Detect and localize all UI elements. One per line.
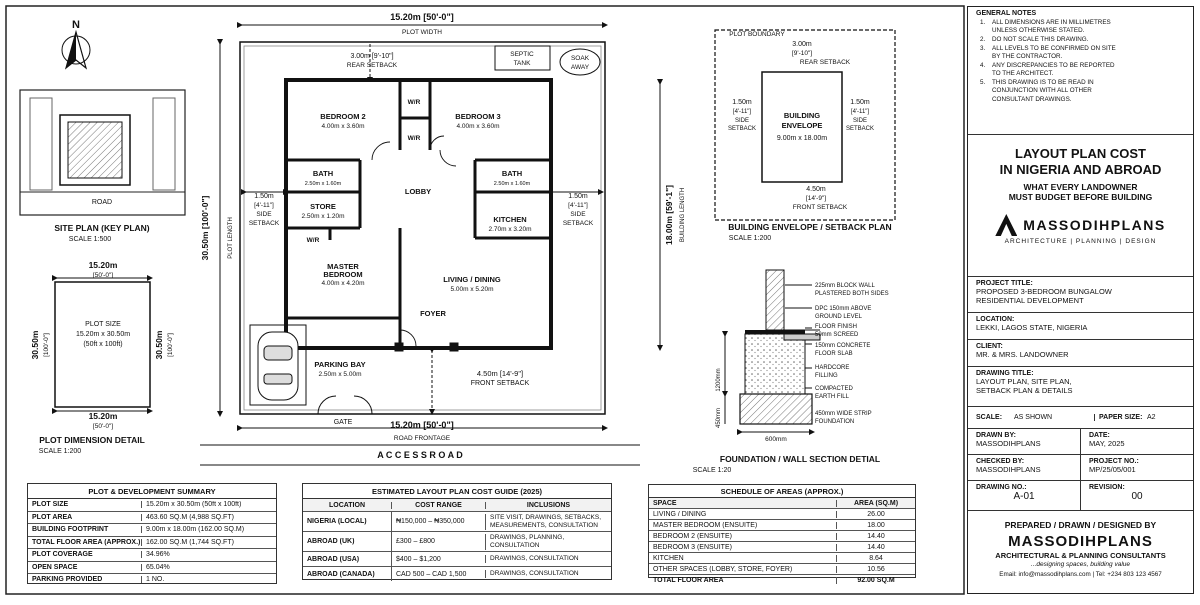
- label-text: GROUND LEVEL: [815, 314, 863, 320]
- summary-label: PLOT COVERAGE: [32, 551, 93, 559]
- note-line: TO THE ARCHITECT.: [992, 70, 1054, 77]
- label-text: SPACE: [653, 499, 677, 507]
- envelope-title: BUILDING ENVELOPE / SETBACK PLAN: [728, 222, 892, 232]
- area-value: 14.40: [836, 533, 915, 540]
- table-row: [28, 512, 276, 525]
- label-text: (50ft x 100ft): [83, 341, 123, 348]
- label-text: 15.20m [50'-0"]: [390, 12, 454, 22]
- summary-value: 34.96%: [141, 551, 276, 558]
- north-label: N: [72, 19, 80, 31]
- label-text: REVISION:: [1089, 484, 1125, 491]
- label-text: RESIDENTIAL DEVELOPMENT: [976, 296, 1084, 305]
- label-text: PAPER SIZE:: [1094, 414, 1147, 421]
- plot-dim-title: PLOT DIMENSION DETAIL: [39, 435, 145, 445]
- note-item: [980, 79, 1185, 95]
- label-text: 4.00m x 3.60m: [321, 123, 365, 130]
- label-text: LOBBY: [404, 187, 432, 196]
- label-text: MAY, 2025: [1089, 439, 1125, 448]
- note-item: [980, 45, 1185, 61]
- area-space: KITCHEN: [653, 554, 684, 562]
- label-text: MP/25/05/001: [1089, 465, 1136, 474]
- label-text: BEDROOM 2: [320, 112, 366, 121]
- label-text: A2: [1147, 414, 1156, 421]
- label-text: COST RANGE: [391, 502, 485, 509]
- plot-dim-scale: SCALE 1:200: [38, 448, 82, 455]
- label-text: [100'-0"]: [167, 333, 174, 357]
- site-plan: [200, 12, 686, 465]
- label-text: MUST BUDGET BEFORE BUILDING: [1008, 192, 1153, 202]
- plot-dimension-detail: [30, 260, 174, 430]
- label-text: 9.00m x 18.00m: [776, 135, 828, 142]
- label-text: BEDROOM 3: [455, 112, 501, 121]
- label-text: ARCHITECTURE | PLANNING | DESIGN: [1004, 238, 1157, 245]
- label-text: [50'-0"]: [92, 423, 114, 430]
- table-row: [303, 512, 611, 532]
- area-value: 92.00 SQ.M: [836, 577, 915, 584]
- inclusion-line: SITE VISIT, DRAWINGS, SETBACKS,: [490, 513, 602, 521]
- inclusion-line: DRAWINGS, CONSULTATION: [490, 570, 579, 577]
- label-text: 30.50m [100'-0"]: [200, 195, 210, 261]
- label-text: AREA (SQ.M): [836, 500, 915, 507]
- label-text: HARDCORE: [815, 365, 850, 371]
- table-row: [28, 499, 276, 512]
- summary-label: BUILDING FOOTPRINT: [32, 526, 109, 534]
- label-text: SCALE:: [976, 414, 1003, 421]
- label-text: MR. & MRS. LANDOWNER: [976, 350, 1069, 359]
- label-text: SETBACK: [248, 220, 280, 227]
- inclusion-line: DRAWINGS, PLANNING,: [490, 533, 565, 541]
- label-text: 18.00m [59'-1"]: [664, 185, 674, 245]
- label-text: KITCHEN: [493, 215, 527, 224]
- label-text: PLOT LENGTH: [228, 217, 234, 259]
- note-line: BY THE CONTRACTOR.: [992, 53, 1063, 60]
- summary-value: 1 NO.: [141, 576, 276, 583]
- area-value: 26.00: [836, 511, 915, 518]
- label-text: 225mm BLOCK WALL: [815, 283, 875, 289]
- table-row: [649, 531, 915, 542]
- note-line: ANY DISCREPANCIES TO BE REPORTED: [992, 62, 1115, 69]
- label-text: 150mm CONCRETE: [815, 343, 871, 349]
- label-text: ENVELOPE: [781, 121, 823, 130]
- label-text: ARCHITECTURAL & PLANNING CONSULTANTS: [995, 551, 1166, 560]
- cost-location: NIGERIA (LOCAL): [307, 518, 367, 525]
- label-text: 2.50m x 1.60m: [493, 181, 531, 187]
- table-row: [28, 524, 276, 537]
- label-text: EARTH FILL: [815, 394, 849, 400]
- table-row: [649, 553, 915, 564]
- note-number: 1.: [980, 19, 986, 26]
- note-number: 4.: [980, 62, 986, 69]
- summary-label: PARKING PROVIDED: [32, 576, 103, 584]
- note-line: DO NOT SCALE THIS DRAWING.: [992, 36, 1089, 43]
- cost-inclusions: [485, 534, 611, 550]
- area-space: TOTAL FLOOR AREA: [653, 576, 724, 584]
- table-row: [28, 562, 276, 575]
- label-text: AS SHOWN: [1014, 414, 1053, 421]
- label-text: 1.50m: [732, 99, 752, 106]
- label-text: 15.20m [50'-0"]: [390, 420, 454, 430]
- label-text: 15.20m x 30.50m: [75, 331, 131, 338]
- area-space: LIVING / DINING: [653, 510, 707, 518]
- note-line: ALL DIMENSIONS ARE IN MILLIMETRES: [992, 19, 1111, 26]
- cost-range: ₦150,000 – ₦350,000: [391, 512, 485, 531]
- label-text: TANK: [513, 60, 531, 67]
- key-plan-title: SITE PLAN (KEY PLAN): [54, 223, 150, 233]
- note-number: 3.: [980, 45, 986, 52]
- table-row: [303, 532, 611, 552]
- label-text: MASSODIHPLANS: [976, 439, 1041, 448]
- summary-value: 9.00m x 18.00m (162.00 SQ.M): [141, 526, 276, 533]
- label-text: 2.50m x 1.20m: [301, 213, 345, 220]
- key-plan: [20, 90, 185, 215]
- label-text: ROAD FRONTAGE: [393, 435, 451, 442]
- label-text: 30.50m: [30, 330, 40, 360]
- cost-range: $400 – $1,200: [391, 552, 485, 566]
- label-text: REAR SETBACK: [799, 59, 851, 66]
- label-text: 5.00m x 5.20m: [450, 286, 494, 293]
- area-value: 14.40: [836, 544, 915, 551]
- label-text: [50'-0"]: [92, 272, 114, 279]
- label-text: BUILDING LENGTH: [680, 187, 686, 243]
- cost-inclusions: [485, 555, 611, 563]
- label-text: PROJECT TITLE:: [976, 280, 1033, 287]
- label-text: 2.50m x 1.60m: [304, 181, 342, 187]
- note-line: THIS DRAWING IS TO BE READ IN: [992, 79, 1094, 86]
- label-text: BEDROOM: [323, 270, 363, 279]
- label-text: DPC 150mm ABOVE: [815, 306, 872, 312]
- table-row: [28, 537, 276, 550]
- note-number: [980, 96, 992, 104]
- label-text: LOCATION: [328, 501, 366, 509]
- wall-section-detail: [740, 270, 820, 424]
- label-text: PROJECT NO.:: [1089, 458, 1139, 465]
- inclusion-line: MEASUREMENTS, CONSULTATION: [490, 521, 598, 529]
- brand-logo-icon: [995, 214, 1017, 236]
- key-plan-road: ROAD: [91, 199, 113, 206]
- label-text: PREPARED / DRAWN / DESIGNED BY: [1004, 520, 1157, 530]
- label-text: W/R: [306, 237, 320, 244]
- label-text: [9'-10"]: [791, 50, 813, 57]
- table-row: [303, 552, 611, 567]
- label-text: WHAT EVERY LANDOWNER: [1023, 182, 1138, 192]
- label-text: MASSODIHPLANS: [1008, 533, 1153, 550]
- wall-scale: SCALE 1:20: [692, 467, 732, 474]
- label-text: [4'-11"]: [732, 109, 752, 115]
- note-line: UNLESS OTHERWISE STATED.: [992, 27, 1085, 34]
- heading-line-2: IN NIGERIA AND ABROAD: [999, 162, 1162, 177]
- label-text: 2.50m x 5.00m: [318, 371, 362, 378]
- label-text: 1.50m: [850, 99, 870, 106]
- note-text: [992, 96, 1072, 104]
- label-text: SETBACK: [727, 126, 757, 132]
- summary-value: 65.04%: [141, 564, 276, 571]
- inclusion-line: CONSULTATION: [490, 541, 540, 549]
- label-text: DRAWING NO.:: [976, 484, 1027, 491]
- label-text: 1.50m: [254, 193, 274, 200]
- table-row: [649, 509, 915, 520]
- cost-location: ABROAD (CANADA): [307, 570, 375, 578]
- area-space: OTHER SPACES (LOBBY, STORE, FOYER): [653, 565, 793, 573]
- area-value: 18.00: [836, 522, 915, 529]
- table-row: [649, 542, 915, 553]
- label-text: 00: [1131, 491, 1143, 502]
- north-arrow-icon: [62, 19, 90, 68]
- label-text: 4.50m: [806, 186, 826, 193]
- label-text: BUILDING: [783, 111, 821, 120]
- table-row: [649, 564, 915, 575]
- label-text: [100'-0"]: [43, 333, 50, 357]
- label-text: 1200mm: [716, 368, 722, 392]
- summary-label: OPEN SPACE: [32, 563, 78, 571]
- label-text: 4.00m x 3.60m: [456, 123, 500, 130]
- label-text: 4.00m x 4.20m: [321, 280, 365, 287]
- label-text: FOYER: [420, 309, 446, 318]
- label-text: W/R: [407, 135, 421, 142]
- note-text: [992, 36, 1088, 44]
- label-text: DATE:: [1089, 432, 1110, 439]
- label-text: 2.70m x 3.20m: [488, 226, 532, 233]
- label-text: SIDE: [852, 118, 868, 124]
- label-text: GATE: [333, 419, 353, 426]
- label-text: 3.00m: [792, 41, 812, 48]
- title-block: [967, 6, 1194, 594]
- label-text: COMPACTED: [815, 386, 853, 392]
- note-text: [992, 45, 1116, 61]
- label-text: SIDE: [570, 211, 586, 218]
- label-text: 50mm SCREED: [815, 332, 859, 338]
- note-line: ALL LEVELS TO BE CONFIRMED ON SITE: [992, 45, 1116, 52]
- note-text: [992, 62, 1115, 78]
- label-text: MASTER: [327, 262, 359, 271]
- note-number: 2.: [980, 36, 986, 43]
- label-text: PLASTERED BOTH SIDES: [815, 291, 889, 297]
- label-text: FRONT SETBACK: [792, 204, 848, 211]
- label-text: PLOT BOUNDARY: [729, 31, 785, 38]
- cost-inclusions: [485, 570, 611, 578]
- note-line: CONJUNCTION WITH ALL OTHER: [992, 87, 1092, 94]
- label-text: 15.20m: [88, 411, 118, 421]
- building-envelope-plan: [715, 30, 895, 220]
- label-text: SIDE: [734, 118, 750, 124]
- label-text: SETBACK: [845, 126, 875, 132]
- label-text: PLOT WIDTH: [402, 29, 442, 36]
- note-text: [992, 79, 1094, 95]
- label-text: BATH: [312, 169, 334, 178]
- label-text: [4'-11"]: [254, 202, 274, 209]
- label-text: Email: info@massodihplans.com | Tel: +234 803 123 4567: [999, 571, 1162, 578]
- label-text: FILLING: [815, 373, 838, 379]
- summary-label: TOTAL FLOOR AREA (APPROX.): [32, 538, 141, 546]
- label-text: A-01: [1013, 491, 1035, 502]
- label-text: W/R: [407, 99, 421, 106]
- label-text: 3.00m [9'-10"]: [350, 53, 394, 60]
- access-road-label: A C C E S S R O A D: [377, 450, 463, 460]
- label-text: CLIENT:: [976, 343, 1003, 350]
- label-text: 30.50m: [154, 330, 164, 360]
- label-text: SOAK: [570, 55, 590, 62]
- label-text: [4'-11"]: [850, 109, 870, 115]
- heading-block: [968, 135, 1193, 277]
- label-text: LIVING / DINING: [443, 275, 501, 284]
- plot-summary-table: [27, 483, 277, 584]
- summary-label: PLOT SIZE: [32, 501, 69, 509]
- brand-name: MASSODIHPLANS: [1023, 217, 1166, 233]
- cost-location: ABROAD (UK): [307, 538, 355, 545]
- note-line: CONSULTANT DRAWINGS.: [992, 96, 1072, 103]
- label-text: STORE: [310, 202, 336, 211]
- label-text: 450mm: [716, 407, 722, 429]
- note-item: [980, 19, 1185, 35]
- label-text: SIDE: [256, 211, 272, 218]
- label-text: 4.50m [14'-9"]: [476, 369, 524, 378]
- cost-guide-table: [302, 483, 612, 580]
- label-text: MASSODIHPLANS: [976, 465, 1041, 474]
- label-text: PARKING BAY: [314, 360, 366, 369]
- area-value: 8.64: [836, 555, 915, 562]
- table-row: [649, 520, 915, 531]
- summary-value: 15.20m x 30.50m (50ft x 100ft): [141, 501, 276, 508]
- label-text: SETBACK PLAN & DETAILS: [976, 386, 1073, 395]
- label-text: 15.20m: [88, 260, 118, 270]
- area-space: BEDROOM 2 (ENSUITE): [653, 532, 732, 540]
- key-plan-scale: SCALE 1:500: [68, 236, 112, 243]
- note-text: [992, 19, 1111, 35]
- label-text: LEKKI, LAGOS STATE, NIGERIA: [976, 323, 1088, 332]
- label-text: DRAWN BY:: [976, 432, 1016, 439]
- label-text: CHECKED BY:: [976, 458, 1025, 465]
- label-text: 450mm WIDE STRIP: [815, 411, 872, 417]
- heading-line-1: LAYOUT PLAN COST: [1015, 146, 1146, 161]
- label-text: SEPTIC: [510, 51, 534, 58]
- label-text: FLOOR FINISH: [815, 324, 858, 330]
- label-text: LAYOUT PLAN, SITE PLAN,: [976, 377, 1072, 386]
- label-text: SETBACK: [562, 220, 594, 227]
- label-text: PLOT SIZE: [85, 321, 121, 328]
- summary-value: 162.00 SQ.M (1,744 SQ.FT): [141, 539, 276, 546]
- label-text: REAR SETBACK: [346, 62, 398, 69]
- label-text: [4'-11"]: [568, 202, 588, 209]
- area-space: MASTER BEDROOM (ENSUITE): [653, 521, 758, 529]
- label-text: BATH: [501, 169, 523, 178]
- summary-label: PLOT AREA: [32, 513, 73, 521]
- table-row: [28, 549, 276, 562]
- cost-location: ABROAD (USA): [307, 555, 360, 563]
- label-text: ...designing spaces, building value: [1030, 561, 1130, 568]
- table-row: [303, 567, 611, 581]
- note-number: 5.: [980, 79, 986, 86]
- wall-title: FOUNDATION / WALL SECTION DETIAL: [719, 454, 881, 464]
- label-text: FOUNDATION: [815, 419, 855, 425]
- table-row: [649, 575, 915, 585]
- note-item: [980, 36, 1185, 44]
- summary-value: 463.60 SQ.M (4,988 SQ.FT): [141, 514, 276, 521]
- label-text: [14'-9"]: [805, 195, 827, 202]
- label-text: FLOOR SLAB: [815, 351, 853, 357]
- inclusion-line: DRAWINGS, CONSULTATION: [490, 555, 579, 562]
- cost-range: CAD 500 – CAD 1,500: [391, 567, 485, 581]
- label-text: 600mm: [765, 436, 787, 443]
- label-text: 1.50m: [568, 193, 588, 200]
- label-text: PLOT & DEVELOPMENT SUMMARY: [28, 484, 276, 499]
- label-text: FRONT SETBACK: [470, 380, 530, 387]
- envelope-scale: SCALE 1:200: [728, 235, 772, 242]
- label-text: GENERAL NOTES: [976, 10, 1037, 17]
- table-row: [28, 574, 276, 586]
- label-text: LOCATION:: [976, 316, 1015, 323]
- label-text: SCHEDULE OF AREAS (APPROX.): [649, 485, 915, 498]
- car-icon: [258, 332, 298, 400]
- area-space: BEDROOM 3 (ENSUITE): [653, 543, 732, 551]
- cost-inclusions: [485, 514, 611, 530]
- general-notes: [968, 7, 1193, 135]
- areas-table: [648, 484, 916, 584]
- label-text: PROPOSED 3-BEDROOM BUNGALOW: [976, 287, 1112, 296]
- cost-range: £300 – £800: [391, 532, 485, 551]
- label-text: INCLUSIONS: [485, 502, 611, 509]
- note-item: [980, 96, 1185, 104]
- label-text: ESTIMATED LAYOUT PLAN COST GUIDE (2025): [303, 484, 611, 499]
- label-text: AWAY: [570, 64, 590, 71]
- note-item: [980, 62, 1185, 78]
- label-text: DRAWING TITLE:: [976, 370, 1034, 377]
- area-value: 10.56: [836, 566, 915, 573]
